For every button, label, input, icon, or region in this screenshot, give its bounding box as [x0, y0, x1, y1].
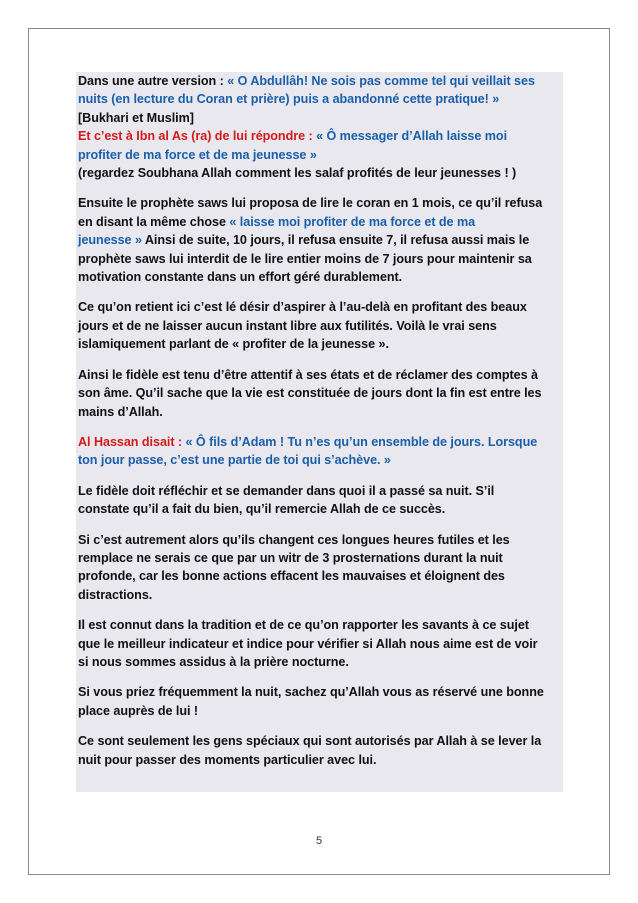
paragraph: [78, 298, 564, 353]
text-run: [Bukhari et Muslim]: [78, 110, 194, 125]
text-run: ton jour passe, c’est une partie de toi qui s’achève. »: [78, 453, 391, 468]
paragraph: [78, 531, 564, 605]
text-run: constate qu’il a fait du bien, qu’il remercie Allah de ce succès.: [78, 502, 446, 517]
text-run: « Ô messager d’Allah laisse moi: [316, 129, 508, 144]
text-run: « Ô fils d’Adam ! Tu n’es qu’un ensemble de jours. Lorsque: [185, 434, 538, 449]
text-run: motivation constante dans un effort géré durablement.: [78, 270, 403, 285]
text-run: son âme. Qu’il sache que la vie est constituée de jours dont la fin est entre les: [78, 386, 542, 401]
paragraph: [78, 72, 564, 182]
text-run: Si vous priez fréquemment la nuit, sachez qu’Allah vous as réservé une bonne: [78, 685, 544, 700]
text-run: profiter de ma force et de ma jeunesse »: [78, 147, 317, 162]
text-run: Ce sont seulement les gens spéciaux qui sont autorisés par Allah à se lever la: [78, 734, 542, 749]
text-run: Ainsi le fidèle est tenu d’être attentif à ses états et de réclamer des comptes à: [78, 367, 538, 382]
text-run: remplace ne serais ce que par un witr de 3 prosternations durant la nuit: [78, 550, 503, 565]
paragraph: [78, 433, 564, 470]
text-run: « O Abdullâh! Ne sois pas comme tel qui veillait ses: [227, 74, 535, 88]
text-run: mains d’Allah.: [78, 404, 163, 419]
text-run: Ensuite le prophète saws lui proposa de lire le coran en 1 mois, ce qu’il refusa: [78, 196, 543, 211]
text-run: profonde, car les bonne actions effacent les mauvaises et éloignent des: [78, 569, 505, 584]
text-run: Al Hassan disait :: [78, 434, 186, 449]
text-run: si nous sommes assidus à la prière nocturne.: [78, 654, 349, 669]
text-run: « laisse moi profiter de ma force et de ma: [229, 214, 476, 229]
text-run: Si c’est autrement alors qu’ils changent ces longues heures futiles et les: [78, 532, 510, 547]
text-run: Le fidèle doit réfléchir et se demander dans quoi il a passé sa nuit. S’il: [78, 483, 495, 498]
text-run: Il est connut dans la tradition et de ce qu’on rapporter les savants à ce sujet: [78, 618, 529, 633]
text-run: que le meilleur indicateur et indice pour vérifier si Allah nous aime est de voir: [78, 636, 538, 651]
document-body: [78, 72, 564, 781]
text-run: islamiquement parlant de « profiter de la jeunesse ».: [78, 337, 389, 352]
text-run: jeunesse »: [78, 233, 145, 248]
paragraph: [78, 732, 564, 769]
text-run: Ce qu’on retient ici c’est lé désir d’aspirer à l’au-delà en profitant des beaux: [78, 300, 527, 315]
text-run: nuit pour passer des moments particulier avec lui.: [78, 752, 377, 767]
text-run: jours et de ne laisser aucun instant libre aux futilités. Voilà le vrai sens: [78, 318, 497, 333]
paragraph: [78, 194, 564, 286]
text-run: Dans une autre version :: [78, 74, 228, 88]
text-run: Ainsi de suite, 10 jours, il refusa ensuite 7, il refusa aussi mais le: [144, 233, 530, 248]
paragraph: [78, 482, 564, 519]
paragraph: [78, 683, 564, 720]
text-run: prophète saws lui interdit de le lire entier moins de 7 jours pour maintenir sa: [78, 251, 532, 266]
paragraph: [78, 366, 564, 421]
text-run: distractions.: [78, 587, 153, 602]
text-run: (regardez Soubhana Allah comment les salaf profités de leur jeunesses ! ): [78, 166, 517, 181]
page-number: 5: [315, 835, 323, 847]
paragraph: [78, 616, 564, 671]
text-run: place auprès de lui !: [78, 703, 199, 718]
text-run: Et c’est à Ibn al As (ra) de lui répondre :: [78, 129, 317, 144]
text-run: nuits (en lecture du Coran et prière) puis a abandonné cette pratique! »: [78, 92, 500, 107]
text-run: en disant la même chose: [78, 214, 230, 229]
